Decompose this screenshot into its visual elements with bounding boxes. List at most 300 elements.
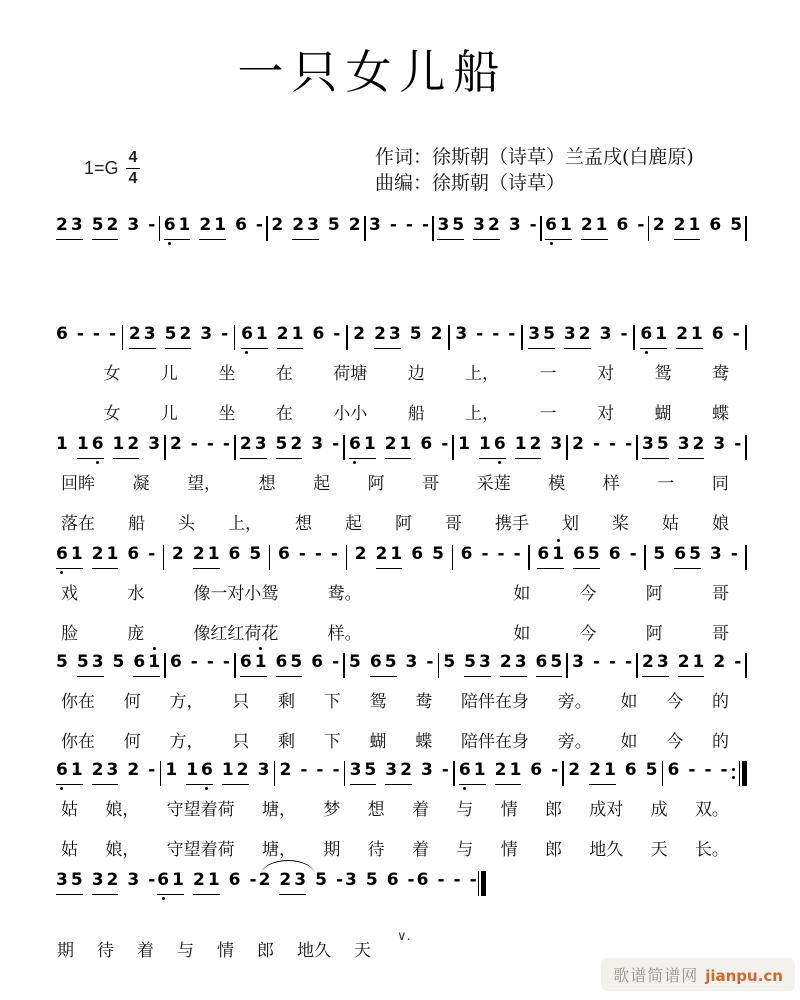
lyric-syllable: 期 — [57, 941, 74, 961]
time-signature — [126, 150, 141, 187]
lyric-syllable: 回眸 — [61, 474, 95, 494]
dash-note: - — [249, 870, 257, 890]
lyric-row — [55, 835, 747, 860]
lyric-syllable: 像红红荷花 — [193, 624, 279, 644]
barline — [745, 325, 747, 350]
barline — [448, 325, 450, 350]
barline — [745, 653, 747, 678]
note-token: 2 1 — [385, 435, 412, 459]
note-token: 3 — [369, 215, 381, 235]
lyric-syllable: 鸳 — [369, 692, 387, 712]
measure — [454, 325, 516, 348]
note-token: 6 5 — [536, 653, 563, 677]
note-token: 2 — [713, 652, 726, 672]
lyric-syllable: 着 — [137, 941, 154, 961]
repeat-dots — [732, 768, 735, 779]
lyric-syllable: 今 — [666, 692, 684, 712]
lyric-syllable: 地久 — [297, 941, 331, 961]
note-token: 1 2 — [222, 761, 249, 785]
barline — [566, 435, 568, 460]
note-token: 3 — [599, 324, 612, 344]
lyric-syllable: 蝴 — [654, 404, 672, 424]
note-token: 5 — [645, 760, 658, 780]
lyric-syllable: 采莲 — [476, 474, 511, 494]
note-token: 1 — [56, 434, 68, 454]
note-token: 6 — [460, 544, 473, 564]
measure — [442, 653, 563, 677]
measure — [55, 761, 156, 785]
dash-note: - — [206, 434, 214, 454]
lyric-syllable — [61, 399, 63, 424]
lyric-syllable: 情 — [217, 941, 234, 961]
lyric-syllable: 蝴 — [369, 732, 387, 752]
dash-note: - — [332, 760, 340, 780]
note-token: 6 — [667, 760, 680, 780]
lyric-syllable: 想 — [367, 800, 385, 820]
lyric-syllable: 守望着荷 — [166, 800, 235, 820]
lyric-syllable: 郎 — [257, 941, 274, 961]
measure — [55, 325, 117, 348]
lyric-syllable: 哥 — [711, 624, 729, 644]
dash-note: - — [629, 544, 637, 564]
note-token: 2 1 — [678, 653, 705, 677]
barline — [234, 325, 236, 350]
note-token: 1 2 — [515, 435, 542, 459]
dash-note: - — [637, 215, 645, 235]
song-title: 一只女儿船 — [237, 45, 508, 99]
measure — [163, 216, 264, 240]
note-token: 6 — [530, 760, 543, 780]
final-barline — [478, 871, 486, 896]
measure — [639, 325, 740, 349]
lyric-syllable: 旁。 — [557, 692, 592, 712]
dash-note: - — [625, 434, 633, 454]
barline — [540, 216, 542, 241]
note-token: 2 — [572, 434, 584, 454]
note-token: 5 — [249, 544, 262, 564]
dash-note: - — [300, 760, 308, 780]
barline — [364, 216, 366, 241]
lyric-syllable: 一 — [539, 364, 557, 384]
measure — [368, 216, 430, 239]
barline — [164, 653, 166, 678]
lyric-syllable: 船 — [128, 514, 145, 534]
note-token: 3 2 — [473, 216, 500, 240]
note-token: 6 — [127, 544, 140, 564]
dash-note: - — [625, 652, 633, 672]
watermark — [601, 958, 795, 991]
note-token: 1 — [165, 760, 178, 780]
dash-note: - — [222, 652, 230, 672]
note-token: 6 1 — [157, 871, 184, 895]
lyric-syllable: 情 — [500, 840, 518, 860]
note-token: 2 3 — [292, 216, 319, 240]
dash-note: - — [108, 324, 117, 344]
note-token: 6 — [228, 544, 241, 564]
barline — [452, 435, 454, 460]
notation-system-1 — [55, 216, 747, 241]
lyric-syllable: 对 — [597, 404, 615, 424]
note-token: 6 — [416, 870, 429, 890]
note-token: 2 1 — [376, 545, 403, 569]
lyric-syllable: 娘， — [105, 840, 140, 860]
lyric-syllable: 剩 — [278, 732, 295, 752]
lyric-syllable: 与 — [456, 800, 474, 820]
dash-note: - — [476, 324, 484, 344]
measure — [164, 761, 270, 785]
note-token: 5 2 — [92, 216, 119, 240]
measure — [352, 325, 443, 349]
lyric-syllable: 待 — [97, 941, 114, 961]
lyric-syllable: 一 — [657, 474, 675, 494]
barline — [528, 545, 530, 570]
note-token: 2 3 — [279, 871, 306, 895]
measure — [348, 653, 434, 677]
barline — [438, 653, 440, 678]
note-token: 5 2 — [165, 325, 192, 349]
lyric-syllable: 边 — [407, 364, 425, 384]
dash-note: - — [592, 652, 600, 672]
lyric-syllable: 想 — [258, 474, 276, 494]
lyric-row — [55, 727, 747, 752]
dash-note: - — [222, 434, 230, 454]
lyric-syllable: 陪伴在身 — [461, 732, 529, 752]
lyric-syllable: 郎 — [544, 840, 562, 860]
note-token: 2 1 — [581, 216, 608, 240]
note-token: 6 5 — [276, 653, 303, 677]
slur-arc — [261, 860, 315, 875]
dash-note: - — [551, 760, 559, 780]
dash-note: - — [453, 870, 461, 890]
barline — [344, 761, 346, 786]
note-token: 3 2 — [385, 761, 412, 785]
note-token: 3 — [127, 870, 140, 890]
lyric-syllable: 蝶 — [415, 732, 433, 752]
barline — [274, 761, 276, 786]
barline — [745, 545, 747, 570]
dash-note: - — [508, 324, 516, 344]
lyric-syllable: 成 — [650, 800, 668, 820]
barline — [163, 545, 165, 570]
note-token: 3 5 — [642, 435, 669, 459]
note-token: 3 — [455, 324, 468, 344]
lyric-row — [55, 795, 747, 820]
note-token: 3 2 — [564, 325, 591, 349]
lyric-syllable: 郎 — [544, 800, 562, 820]
lyric-syllable: 坐 — [218, 364, 236, 384]
lyric-syllable — [411, 579, 413, 604]
note-token: 6 — [411, 544, 424, 564]
barline — [160, 761, 162, 786]
barline — [644, 545, 646, 570]
lyric-syllable: 同 — [711, 474, 729, 494]
dash-note: - — [255, 215, 263, 235]
lyric-syllable: 水 — [127, 584, 145, 604]
dash-note: - — [688, 760, 696, 780]
lyricist-credit: 作词：徐斯朝（诗草）兰孟戌(白鹿原) — [375, 146, 694, 168]
dash-note: - — [592, 434, 600, 454]
lyric-syllable: 旁。 — [557, 732, 592, 752]
lyric-syllable: 何 — [123, 732, 141, 752]
note-token: 2 3 — [500, 653, 527, 677]
note-token: 6 1 — [640, 325, 667, 349]
measure — [457, 435, 563, 459]
lyric-syllable: 划 — [562, 514, 579, 534]
note-token: 5 3 — [464, 653, 491, 677]
lyric-syllable: 对 — [597, 364, 615, 384]
notation-system-5 — [55, 653, 747, 752]
notation-system-2 — [55, 325, 747, 424]
note-token: 2 — [348, 215, 361, 235]
notation-system-4 — [55, 545, 747, 644]
lyric-syllable: 如 — [513, 584, 531, 604]
lyric-syllable: 儿 — [160, 404, 178, 424]
dash-note: - — [730, 544, 738, 564]
note-token: 6 — [386, 870, 399, 890]
measure — [55, 545, 156, 569]
note-token: 2 — [279, 760, 292, 780]
dash-note: - — [76, 324, 84, 344]
lyric-syllable: 情 — [500, 800, 518, 820]
measure — [354, 545, 445, 569]
dash-note: - — [497, 544, 505, 564]
dash-note: - — [298, 544, 306, 564]
measure — [667, 761, 729, 784]
notation-row — [55, 653, 747, 678]
dash-note: - — [190, 434, 198, 454]
note-token: 1 — [458, 434, 470, 454]
dash-note: - — [314, 544, 322, 564]
lyric-syllable: 下 — [323, 732, 341, 752]
lyric-syllable: 如 — [620, 692, 638, 712]
note-token: 3 — [127, 215, 140, 235]
lyric-syllable — [462, 619, 464, 644]
barline — [234, 653, 236, 678]
lyric-syllable: 女 — [103, 404, 121, 424]
note-token: 6 5 — [573, 545, 600, 569]
dash-note: - — [732, 324, 740, 344]
note-token: 3 5 — [56, 871, 83, 895]
measure — [527, 325, 628, 349]
measure — [641, 653, 742, 677]
note-token: 2 — [568, 760, 581, 780]
note-token: 3 — [405, 652, 418, 672]
measure — [156, 871, 257, 895]
dash-note: - — [190, 652, 198, 672]
measure — [544, 216, 645, 240]
dash-note: - — [734, 652, 742, 672]
lyric-syllable: 鸯。 — [327, 584, 362, 604]
lyric-syllable: 儿 — [160, 364, 178, 384]
lyric-syllable: 戏 — [61, 584, 78, 604]
lyric-syllable: 桨 — [612, 514, 629, 534]
dash-note: - — [148, 870, 156, 890]
lyric-syllable: 地久 — [589, 840, 624, 860]
lyric-syllable: 鸳 — [654, 364, 672, 384]
lyric-syllable: 与 — [177, 941, 194, 961]
lyric-syllable: 今 — [666, 732, 684, 752]
barline — [662, 761, 664, 786]
measure — [169, 653, 231, 676]
dash-note: - — [481, 544, 489, 564]
lyric-syllable: 方， — [169, 732, 204, 752]
dash-note: - — [221, 324, 229, 344]
note-token: 6 — [624, 760, 637, 780]
lyric-syllable: 上， — [465, 404, 500, 424]
notation-row — [55, 870, 477, 896]
barline — [266, 216, 268, 241]
note-token: 3 — [713, 434, 726, 454]
note-token: 2 1 — [674, 216, 701, 240]
measure — [349, 761, 450, 785]
notation-system-3 — [55, 435, 747, 534]
lyric-syllable: 何 — [123, 692, 141, 712]
breath-mark: ∨. — [397, 929, 411, 944]
lyric-row — [55, 509, 747, 534]
barline — [452, 545, 454, 570]
dash-note: - — [426, 652, 434, 672]
dash-note: - — [529, 215, 537, 235]
note-token: 3 — [709, 544, 722, 564]
notation-system-7 — [55, 870, 477, 961]
note-token: 6 — [311, 652, 324, 672]
lyric-syllable: 剩 — [278, 692, 295, 712]
meter-numerator: 4 — [128, 149, 138, 166]
measure — [641, 435, 742, 459]
dash-note: - — [620, 324, 628, 344]
lyric-syllable: 娘， — [105, 800, 140, 820]
note-token: 2 3 — [56, 216, 83, 240]
note-token: 6 1 — [537, 545, 564, 569]
note-token: 1 6 — [186, 761, 213, 785]
dash-note: - — [335, 870, 343, 890]
lyric-syllable: 天 — [650, 840, 668, 860]
lyric-syllable: 天 — [354, 941, 371, 961]
note-token: 6 — [711, 324, 724, 344]
measure — [652, 545, 738, 569]
note-token: 5 — [56, 652, 68, 672]
note-token: 2 — [652, 215, 665, 235]
lyric-syllable: 想 — [295, 514, 312, 534]
note-token: 5 — [327, 215, 340, 235]
notation-row — [55, 325, 747, 350]
dash-note: - — [609, 434, 617, 454]
lyric-syllable: 着 — [411, 840, 429, 860]
lyric-row — [55, 359, 747, 384]
lyric-syllable: 下 — [323, 692, 341, 712]
note-token: 3 — [508, 215, 521, 235]
note-token: 6 — [709, 215, 722, 235]
lyric-syllable: 双。 — [694, 800, 729, 820]
note-token: 3 — [345, 870, 357, 890]
measure — [277, 545, 339, 568]
note-token: 6 1 — [164, 216, 191, 240]
measure — [348, 435, 449, 459]
note-token: 3 2 — [678, 435, 705, 459]
lyric-syllable: 携手 — [495, 514, 529, 534]
lyric-syllable: 鸯 — [415, 692, 433, 712]
note-token: 6 1 — [349, 435, 376, 459]
note-token: 5 — [653, 544, 666, 564]
dash-note: - — [469, 870, 477, 890]
note-token: 6 — [420, 434, 433, 454]
lyric-syllable — [411, 619, 413, 644]
dash-note: - — [389, 215, 397, 235]
lyric-syllable: 望， — [187, 474, 222, 494]
note-token: 3 — [148, 434, 161, 454]
note-token: 5 — [730, 215, 743, 235]
note-token: 2 — [354, 544, 367, 564]
note-token: 6 5 — [674, 545, 701, 569]
notation-row — [55, 545, 747, 570]
lyric-syllable: 上， — [465, 364, 500, 384]
lyric-syllable: 待 — [367, 840, 385, 860]
note-token: 3 5 — [437, 216, 464, 240]
lyric-syllable: 在 — [275, 364, 293, 384]
barline — [745, 216, 747, 241]
lyric-syllable: 样 — [602, 474, 620, 494]
credits-block — [375, 144, 694, 196]
notation-system-6 — [55, 761, 747, 860]
measure — [169, 435, 231, 458]
lyric-syllable: 船 — [407, 404, 425, 424]
measure — [55, 871, 156, 895]
lyric-syllable: 阿 — [645, 624, 663, 644]
lyric-syllable — [462, 579, 464, 604]
note-token: 2 — [258, 870, 271, 890]
lyric-syllable: 的 — [712, 732, 729, 752]
watermark-site-link[interactable]: jianpu.cn — [705, 967, 783, 985]
measure — [240, 325, 341, 349]
note-token: 6 — [616, 215, 629, 235]
note-token: 2 3 — [240, 435, 267, 459]
lyric-syllable: 荷塘 — [333, 364, 368, 384]
lyric-syllable: 长。 — [694, 840, 729, 860]
lyric-syllable: 庞 — [127, 624, 145, 644]
note-token: 3 5 — [528, 325, 555, 349]
note-token: 5 3 — [77, 653, 104, 677]
note-token: 3 — [257, 760, 270, 780]
repeat-end-barline — [732, 761, 747, 786]
note-token: 6 1 — [56, 761, 83, 785]
barline — [566, 653, 568, 678]
measure — [171, 545, 262, 569]
barline — [432, 216, 434, 241]
dash-note: - — [333, 324, 341, 344]
note-token: 5 — [112, 652, 125, 672]
note-token: 3 — [550, 434, 563, 454]
note-token: 2 3 — [374, 325, 401, 349]
note-token: 2 1 — [92, 545, 119, 569]
note-token: 6 1 — [241, 325, 268, 349]
lyric-syllable: 阿 — [367, 474, 385, 494]
dash-note: - — [407, 870, 415, 890]
dash-note: - — [441, 434, 449, 454]
measure — [55, 435, 161, 459]
lyric-syllable: 姑 — [662, 514, 679, 534]
tonality-label: 1=G — [84, 158, 119, 178]
dash-note: - — [332, 652, 340, 672]
barline — [122, 325, 124, 350]
lyric-syllable: 落在 — [61, 514, 95, 534]
measure — [55, 216, 156, 240]
lyric-row — [55, 619, 747, 644]
measure — [458, 761, 559, 785]
note-token: 6 1 — [133, 653, 160, 677]
note-token: 2 — [172, 544, 184, 564]
lyric-syllable: 在 — [275, 404, 293, 424]
lyric-syllable: 你在 — [61, 732, 95, 752]
